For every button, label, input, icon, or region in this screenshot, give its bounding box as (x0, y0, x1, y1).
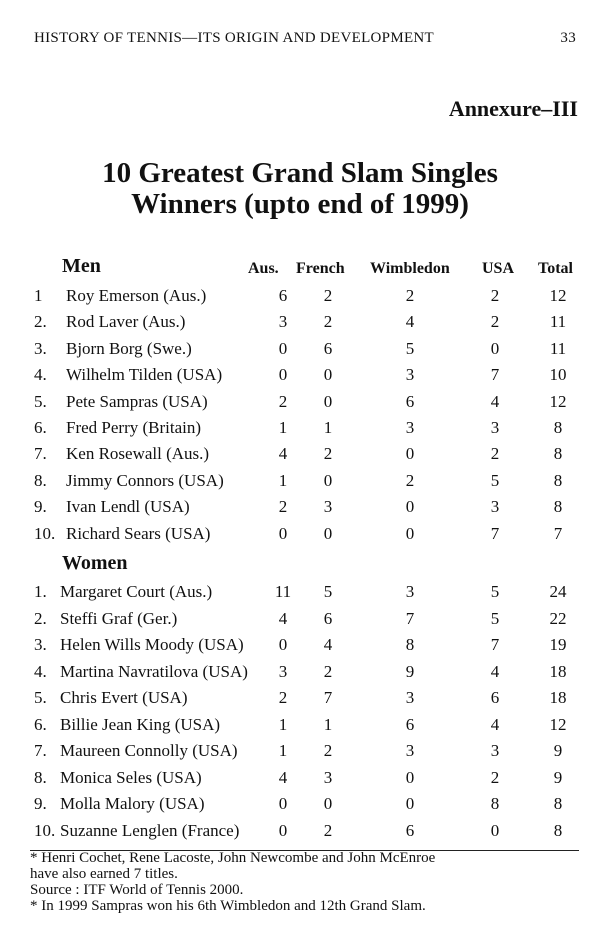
title-line-1: 10 Greatest Grand Slam Singles (102, 157, 498, 189)
french-titles: 0 (323, 523, 333, 543)
table-row (0, 635, 600, 661)
row-number: 2. (34, 608, 47, 628)
usa-titles: 2 (490, 767, 500, 787)
aus-titles: 0 (278, 523, 288, 543)
row-number: 6. (34, 714, 47, 734)
usa-titles: 0 (490, 820, 500, 840)
player-name: Steffi Graf (Ger.) (60, 608, 178, 628)
aus-titles: 2 (278, 497, 288, 517)
aus-titles: 1 (278, 418, 288, 437)
row-number: 9. (34, 497, 47, 517)
total-titles: 8 (553, 444, 563, 464)
player-name: Maureen Connolly (USA) (60, 741, 238, 760)
table-row (0, 821, 600, 847)
col-header-total: Total (538, 260, 573, 277)
col-header-usa: USA (482, 260, 515, 277)
table-row (0, 444, 600, 470)
row-number: 10. (34, 820, 56, 840)
usa-titles: 3 (490, 741, 500, 760)
table-row (0, 582, 600, 608)
french-titles: 2 (323, 820, 333, 840)
french-titles: 0 (323, 794, 333, 813)
french-titles: 5 (323, 582, 333, 601)
total-titles: 8 (553, 497, 563, 517)
total-titles: 8 (553, 418, 563, 437)
row-number: 5. (34, 391, 47, 411)
women-header-row (0, 552, 600, 578)
total-titles: 8 (553, 820, 563, 840)
aus-titles: 11 (274, 582, 292, 601)
total-titles: 12 (549, 286, 567, 305)
table-row (0, 312, 600, 338)
player-name: Richard Sears (USA) (66, 523, 211, 543)
row-number: 8. (34, 767, 47, 787)
french-titles: 2 (323, 661, 333, 681)
player-name: Molla Malory (USA) (60, 794, 205, 813)
total-titles: 24 (549, 582, 567, 601)
total-titles: 12 (549, 391, 567, 411)
row-number: 2. (34, 312, 47, 332)
total-titles: 11 (549, 338, 567, 358)
usa-titles: 6 (490, 688, 500, 707)
col-header-french: French (296, 260, 345, 277)
row-number: 3. (34, 338, 47, 358)
wimbledon-titles: 6 (405, 391, 415, 411)
row-number: 5. (34, 688, 47, 707)
usa-titles: 4 (490, 714, 500, 734)
annexure-label: Annexure–III (448, 96, 578, 121)
total-titles: 9 (553, 741, 563, 760)
wimbledon-titles: 2 (405, 286, 415, 305)
table-row (0, 662, 600, 688)
table-row (0, 392, 600, 418)
french-titles: 0 (323, 365, 333, 385)
wimbledon-titles: 0 (405, 767, 415, 787)
aus-titles: 6 (278, 286, 288, 305)
player-name: Billie Jean King (USA) (60, 714, 221, 734)
wimbledon-titles: 3 (405, 365, 415, 385)
row-number: 7. (34, 444, 47, 464)
usa-titles: 2 (490, 312, 500, 332)
table-row (0, 688, 600, 714)
row-number: 4. (34, 365, 47, 385)
running-head-title: HISTORY OF TENNIS—ITS ORIGIN AND DEVELOPMENT (34, 30, 435, 46)
player-name: Fred Perry (Britain) (66, 418, 202, 437)
page-title (0, 158, 600, 220)
aus-titles: 3 (278, 312, 288, 332)
table-row (0, 768, 600, 794)
aus-titles: 2 (278, 391, 288, 411)
row-number: 3. (34, 635, 47, 654)
page-number: 33 (560, 30, 576, 46)
total-titles: 11 (549, 312, 567, 332)
usa-titles: 7 (490, 523, 500, 543)
men-section-label: Men (62, 255, 101, 277)
row-number: 1. (34, 582, 47, 601)
french-titles: 6 (323, 338, 333, 358)
usa-titles: 2 (490, 286, 500, 305)
player-name: Chris Evert (USA) (60, 688, 188, 707)
table-row (0, 339, 600, 365)
table-row (0, 286, 600, 312)
footnotes (30, 850, 590, 914)
table-row (0, 524, 600, 550)
table-row (0, 418, 600, 444)
col-header-wimbledon: Wimbledon (370, 260, 450, 277)
aus-titles: 3 (278, 661, 288, 681)
player-name: Jimmy Connors (USA) (66, 470, 224, 490)
french-titles: 2 (323, 286, 333, 305)
wimbledon-titles: 5 (405, 338, 415, 358)
row-number: 4. (34, 661, 47, 681)
total-titles: 8 (553, 470, 563, 490)
wimbledon-titles: 2 (405, 470, 415, 490)
footnote-line: have also earned 7 titles. (30, 866, 178, 882)
row-number: 6. (34, 418, 47, 437)
table-row (0, 609, 600, 635)
usa-titles: 7 (490, 635, 500, 654)
table-row (0, 365, 600, 391)
aus-titles: 4 (278, 608, 288, 628)
total-titles: 12 (549, 714, 567, 734)
usa-titles: 4 (490, 661, 500, 681)
aus-titles: 1 (278, 741, 288, 760)
aus-titles: 0 (278, 338, 288, 358)
french-titles: 2 (323, 312, 333, 332)
total-titles: 22 (549, 608, 567, 628)
french-titles: 2 (323, 741, 333, 760)
french-titles: 7 (323, 688, 333, 707)
french-titles: 3 (323, 767, 333, 787)
usa-titles: 7 (490, 365, 500, 385)
footnote-line: * In 1999 Sampras won his 6th Wimbledon and 12th Grand Slam. (30, 898, 426, 914)
footnote-line: * Henri Cochet, Rene Lacoste, John Newcombe and John McEnroe (30, 850, 436, 866)
wimbledon-titles: 4 (405, 312, 415, 332)
usa-titles: 4 (490, 391, 500, 411)
aus-titles: 4 (278, 767, 288, 787)
player-name: Helen Wills Moody (USA) (60, 635, 244, 654)
wimbledon-titles: 0 (405, 794, 415, 813)
french-titles: 0 (323, 470, 333, 490)
french-titles: 0 (323, 391, 333, 411)
row-number: 7. (34, 741, 47, 760)
row-number: 1 (34, 286, 43, 305)
aus-titles: 4 (278, 444, 288, 464)
wimbledon-titles: 3 (405, 582, 415, 601)
men-header-row (0, 255, 600, 284)
title-line-2: Winners (upto end of 1999) (131, 188, 469, 220)
player-name: Wilhelm Tilden (USA) (66, 365, 223, 385)
french-titles: 6 (323, 608, 333, 628)
player-name: Margaret Court (Aus.) (60, 582, 213, 601)
player-name: Rod Laver (Aus.) (66, 312, 186, 332)
table-row (0, 794, 600, 820)
usa-titles: 2 (490, 444, 500, 464)
player-name: Pete Sampras (USA) (66, 391, 208, 411)
usa-titles: 3 (490, 497, 500, 517)
table-row (0, 471, 600, 497)
usa-titles: 5 (490, 470, 500, 490)
french-titles: 3 (323, 497, 333, 517)
player-name: Monica Seles (USA) (60, 767, 202, 787)
total-titles: 7 (553, 523, 563, 543)
wimbledon-titles: 6 (405, 820, 415, 840)
player-name: Ken Rosewall (Aus.) (66, 444, 210, 464)
french-titles: 1 (323, 418, 333, 437)
footnote-line: Source : ITF World of Tennis 2000. (30, 882, 244, 898)
table-row (0, 497, 600, 523)
player-name: Suzanne Lenglen (France) (60, 820, 240, 840)
row-number: 9. (34, 794, 47, 813)
total-titles: 9 (553, 767, 563, 787)
aus-titles: 0 (278, 365, 288, 385)
wimbledon-titles: 3 (405, 418, 415, 437)
wimbledon-titles: 7 (405, 608, 415, 628)
wimbledon-titles: 3 (405, 741, 415, 760)
aus-titles: 1 (278, 470, 288, 490)
women-section-label: Women (62, 552, 128, 574)
wimbledon-titles: 0 (405, 523, 415, 543)
french-titles: 1 (323, 714, 333, 734)
usa-titles: 3 (490, 418, 500, 437)
wimbledon-titles: 6 (405, 714, 415, 734)
table-row (0, 715, 600, 741)
player-name: Roy Emerson (Aus.) (66, 286, 207, 305)
player-name: Ivan Lendl (USA) (66, 497, 190, 517)
aus-titles: 0 (278, 635, 288, 654)
wimbledon-titles: 9 (405, 661, 415, 681)
wimbledon-titles: 0 (405, 444, 415, 464)
col-header-aus: Aus. (248, 260, 279, 277)
row-number: 10. (34, 523, 56, 543)
total-titles: 8 (553, 794, 563, 813)
total-titles: 18 (549, 661, 567, 681)
row-number: 8. (34, 470, 47, 490)
wimbledon-titles: 0 (405, 497, 415, 517)
player-name: Martina Navratilova (USA) (60, 661, 248, 681)
table-row (0, 741, 600, 767)
french-titles: 4 (323, 635, 333, 654)
french-titles: 2 (323, 444, 333, 464)
wimbledon-titles: 3 (405, 688, 415, 707)
total-titles: 18 (549, 688, 567, 707)
aus-titles: 0 (278, 820, 288, 840)
usa-titles: 5 (490, 582, 500, 601)
running-head (34, 30, 576, 47)
wimbledon-titles: 8 (405, 635, 415, 654)
total-titles: 19 (549, 635, 567, 654)
aus-titles: 0 (278, 794, 288, 813)
aus-titles: 1 (278, 714, 288, 734)
usa-titles: 5 (490, 608, 500, 628)
total-titles: 10 (549, 365, 567, 385)
aus-titles: 2 (278, 688, 288, 707)
usa-titles: 0 (490, 338, 500, 358)
usa-titles: 8 (490, 794, 500, 813)
player-name: Bjorn Borg (Swe.) (66, 338, 192, 358)
